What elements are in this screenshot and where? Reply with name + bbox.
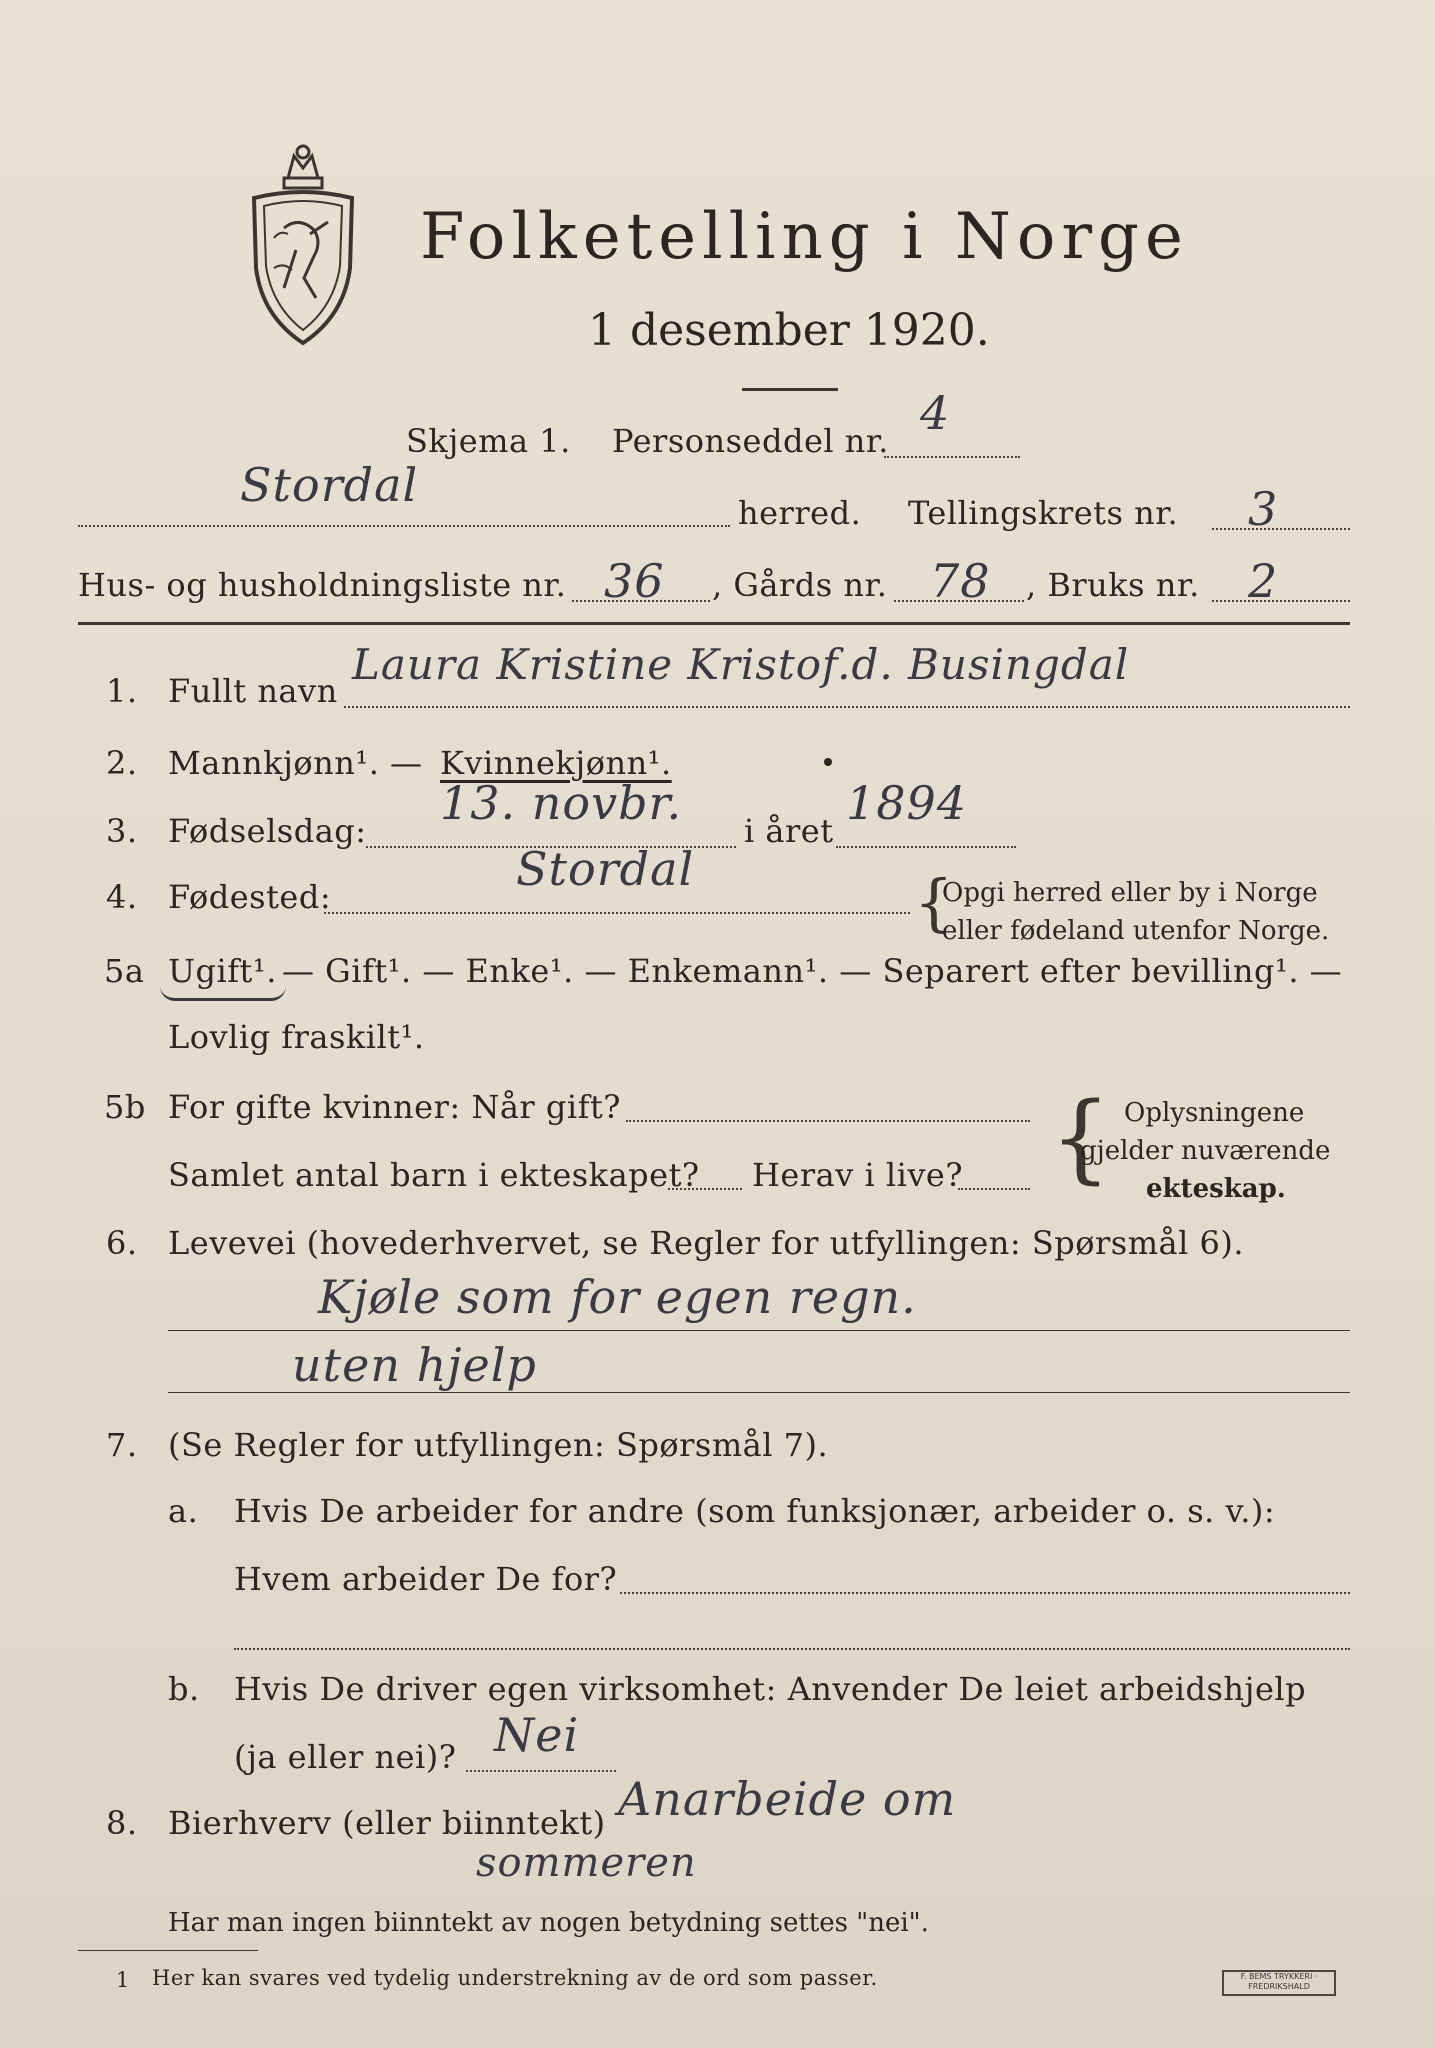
q4-number: 4. [106,878,138,916]
full-name-value[interactable]: Laura Kristine Kristof.d. Busingdal [352,640,1130,689]
occupation-value-line2[interactable]: uten hjelp [292,1338,537,1392]
tellingskrets-value[interactable]: 3 [1248,482,1279,536]
footnote-text: Her kan svares ved tydelig understrekning av de ord som passer. [152,1966,878,1990]
side-income-label: Bierhverv (eller biinntekt) [168,1804,606,1842]
ink-dot [824,758,832,766]
birthplace-value[interactable]: Stordal [516,842,695,896]
hired-help-label: (ja eller nei)? [234,1738,457,1776]
skjema-label: Skjema 1. [406,422,571,460]
herred-value[interactable]: Stordal [240,458,419,512]
herred-field-line [78,525,730,527]
personseddel-label: Personseddel nr. [612,422,889,460]
birth-year-field-line [836,846,1016,848]
census-date: 1 desember 1920. [588,305,990,356]
birthplace-note-line1: Opgi herred eller by i Norge [942,878,1318,908]
occupation-line-1 [168,1330,1350,1331]
herred-label: herred. [738,494,862,532]
marriage-note-line2: gjelder nuværende [1080,1136,1331,1166]
tellingskrets-label: Tellingskrets nr. [908,494,1179,532]
occupation-label: Levevei (hovederhvervet, se Regler for utfyllingen: Spørsmål 6). [168,1224,1245,1262]
tellingskrets-field-line [1212,528,1350,530]
q7a-text: Hvis De arbeider for andre (som funksjonær, arbeider o. s. v.): [234,1492,1276,1530]
q2-number: 2. [106,744,138,782]
birthdate-label: Fødselsdag: [168,812,367,850]
birthplace-note-line2: eller fødeland utenfor Norge. [942,916,1330,946]
occupation-value-line1[interactable]: Kjøle som for egen regn. [318,1270,917,1324]
married-when-label: For gifte kvinner: Når gift? [168,1088,621,1126]
birthplace-label: Fødested: [168,878,332,916]
q7b-text: Hvis De driver egen virksomhet: Anvender De leiet arbeidshjelp [234,1670,1307,1708]
q3-number: 3. [106,812,138,850]
gards-label: , Gårds nr. [712,566,888,604]
printer-stamp [1222,1970,1336,1996]
children-total-label: Samlet antal barn i ekteskapet? [168,1156,700,1194]
footnote-rule [78,1950,258,1951]
printer-stamp-text: F. BEMS TRYKKERI · FREDRIKSHALD [1240,1972,1318,1991]
personseddel-value[interactable]: 4 [920,386,951,440]
unmarried-underline-mark [160,986,286,1001]
birthplace-note-brace: { [914,866,954,939]
header-separator [78,622,1350,625]
hus-label: Hus- og husholdningsliste nr. [78,566,567,604]
employer-field-line [620,1592,1350,1594]
status-other-options[interactable]: — Gift¹. — Enke¹. — Enkemann¹. — Separert efter bevilling¹. — [282,952,1343,990]
bruks-value[interactable]: 2 [1248,554,1279,608]
gender-male-option[interactable]: Mannkjønn¹. — [168,744,423,782]
marriage-note-line1: Oplysningene [1124,1098,1305,1128]
marriage-note-line3: ekteskap. [1146,1174,1286,1204]
employer-label: Hvem arbeider De for? [234,1560,618,1598]
employer-field-line-2 [234,1648,1350,1650]
status-unmarried-option[interactable]: Ugift¹. [168,952,277,990]
marriage-note-brace: { [1050,1082,1112,1194]
title-divider [742,388,838,391]
occupation-line-2 [168,1392,1350,1393]
side-income-value-line1[interactable]: Anarbeide om [618,1772,957,1826]
q7-label: (Se Regler for utfyllingen: Spørsmål 7). [168,1426,829,1464]
q7a-letter: a. [168,1492,199,1530]
birthdate-value[interactable]: 13. novbr. [440,776,683,830]
q1-label: Fullt navn [168,672,338,710]
bruks-label: , Bruks nr. [1026,566,1200,604]
q5b-number: 5b [104,1088,146,1126]
side-income-value-line2[interactable]: sommeren [476,1840,697,1886]
q1-field-line [344,706,1350,708]
q6-number: 6. [106,1224,138,1262]
gender-female-option[interactable]: Kvinnekjønn¹. [440,744,672,782]
footnote-mark: 1 [116,1968,130,1992]
children-total-field-line [668,1188,742,1190]
hus-value[interactable]: 36 [604,554,665,608]
q7-number: 7. [106,1426,138,1464]
birth-year-label: i året [744,812,834,850]
hired-help-field-line [466,1770,616,1772]
gards-value[interactable]: 78 [930,554,991,608]
married-when-field-line [626,1120,1030,1122]
side-income-note: Har man ingen biinntekt av nogen betydning settes "nei". [168,1908,929,1938]
form-title: Folketelling i Norge [420,200,1189,274]
hired-help-value[interactable]: Nei [494,1708,580,1762]
children-alive-label: Herav i live? [752,1156,964,1194]
birthplace-field-line [324,912,910,914]
q8-number: 8. [106,1804,138,1842]
q7b-letter: b. [168,1670,200,1708]
status-divorced-option[interactable]: Lovlig fraskilt¹. [168,1018,425,1056]
personseddel-field-line [884,456,1020,458]
children-alive-field-line [958,1188,1030,1190]
q1-number: 1. [106,672,138,710]
bruks-field-line [1212,600,1350,602]
q5a-number: 5a [104,952,145,990]
birth-year-value[interactable]: 1894 [846,776,968,830]
norwegian-coat-of-arms-icon [244,138,362,348]
